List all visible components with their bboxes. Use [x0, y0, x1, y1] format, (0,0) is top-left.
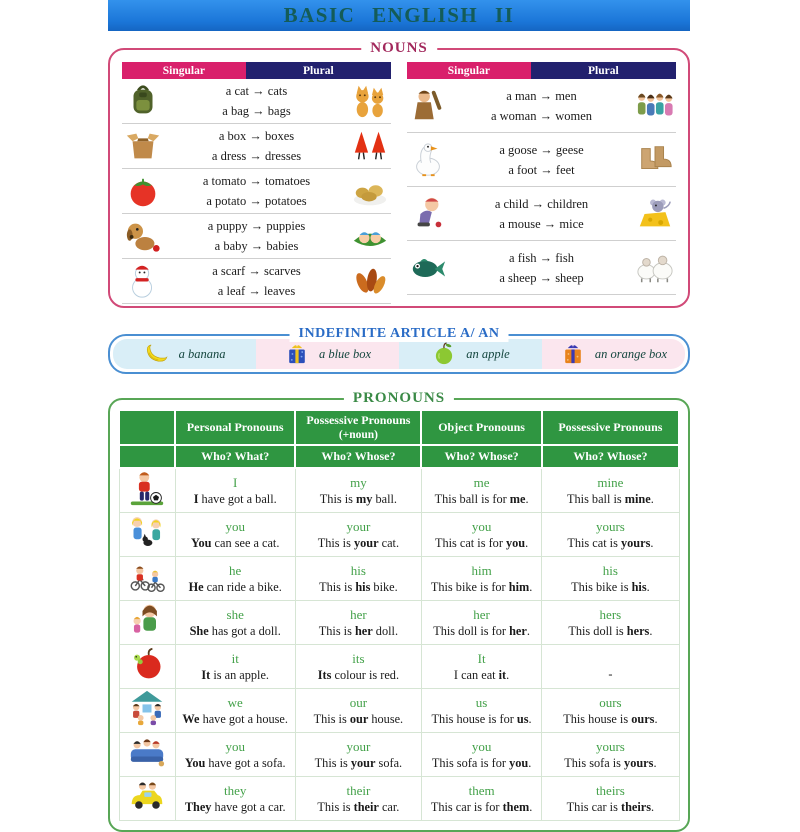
noun-pair: a leaf → leaves [217, 284, 296, 298]
pronoun-headword: she [226, 606, 244, 622]
family-sofa-icon [129, 734, 165, 770]
noun-pair: a scarf → scarves [212, 264, 301, 278]
noun-pairs [447, 194, 636, 234]
pronoun-sentence: I can eat it. [453, 667, 510, 682]
pronoun-headword: his [602, 562, 618, 578]
pronoun-row-icon-cell [119, 733, 175, 777]
plural-header: Plural [246, 62, 391, 79]
pronoun-sentence: This car is for them. [430, 799, 533, 814]
question-header: Who? What? [175, 445, 295, 468]
noun-pairs [162, 216, 351, 256]
noun-pair: a woman → women [490, 108, 593, 123]
pronoun-sentence: We have got a house. [182, 711, 288, 726]
child-icon [409, 195, 447, 233]
pronoun-headword: him [471, 562, 492, 578]
column-header [542, 410, 679, 445]
pronoun-sentence: This bike is his. [571, 579, 650, 594]
noun-row [122, 169, 391, 214]
leaves-icon [351, 262, 389, 300]
pronoun-sentence: Its colour is red. [317, 667, 400, 682]
noun-row [407, 241, 676, 295]
pronoun-cell [542, 645, 679, 689]
column-header-sub: (+noun) [338, 429, 378, 441]
pronouns-table-body [119, 468, 679, 821]
nouns-table-right [407, 62, 676, 304]
pronoun-sentence: This car is theirs. [566, 799, 655, 814]
pronoun-headword: they [224, 782, 247, 798]
noun-pairs [447, 140, 636, 180]
pronoun-row [119, 645, 679, 689]
column-header [175, 410, 295, 445]
pronoun-cell [295, 468, 421, 513]
article-label: a banana [178, 346, 226, 361]
plural-header: Plural [531, 62, 676, 79]
pronoun-row-icon-cell [119, 468, 175, 513]
article-label: an orange box [594, 346, 668, 361]
two-sheep-icon [636, 249, 674, 287]
pronoun-sentence: This ball is mine. [567, 491, 654, 506]
pronoun-cell [295, 645, 421, 689]
pronoun-sentence: This is your sofa. [314, 755, 403, 770]
noun-pair: a baby → babies [214, 239, 299, 253]
nouns-table-left-header [122, 62, 391, 79]
noun-row [407, 133, 676, 187]
pronoun-cell [542, 468, 679, 513]
pronoun-row-icon-cell [119, 777, 175, 821]
pronoun-sentence: This ball is for me. [434, 491, 529, 506]
pronoun-sentence: This sofa is for you. [431, 755, 532, 770]
pronoun-row [119, 557, 679, 601]
nouns-table-left [122, 62, 391, 304]
noun-pair: a mouse → mice [499, 216, 584, 231]
noun-pair: a cat → cats [225, 84, 288, 98]
pronoun-sentence: This house is ours. [563, 711, 658, 726]
pronoun-cell [175, 777, 295, 821]
nouns-heading: NOUNS [361, 40, 437, 57]
pronoun-cell [421, 601, 541, 645]
column-header [421, 410, 541, 445]
pronoun-headword [544, 651, 676, 666]
title-banner [108, 0, 690, 31]
noun-pairs [162, 171, 351, 211]
column-header-label: Object Pronouns [438, 420, 525, 435]
singular-header: Singular [407, 62, 531, 79]
pronouns-heading: PRONOUNS [344, 390, 454, 407]
noun-pair: a puppy → puppies [207, 219, 306, 233]
girls-cat-icon [129, 514, 165, 550]
pronoun-headword: us [475, 694, 488, 710]
icon-column-header [119, 410, 175, 445]
banana-icon [144, 341, 170, 367]
poster-page [108, 0, 690, 832]
column-header-label: Possessive Pronouns [558, 420, 663, 435]
pronoun-headword: you [225, 518, 245, 534]
noun-row [122, 124, 391, 169]
nouns-table-left-rows [122, 79, 391, 304]
pronoun-sentence: This doll is hers. [568, 623, 653, 638]
women-group-icon [636, 87, 674, 125]
pronoun-row [119, 468, 679, 513]
pronoun-cell [542, 733, 679, 777]
pronoun-row [119, 689, 679, 733]
boots-icon [636, 141, 674, 179]
fish-icon [409, 249, 447, 287]
article-item [113, 339, 256, 369]
pronoun-headword: them [468, 782, 495, 798]
box-icon [124, 127, 162, 165]
nouns-table-right-header [407, 62, 676, 79]
pronoun-row [119, 777, 679, 821]
pronoun-cell [175, 513, 295, 557]
girl-doll-icon [129, 602, 165, 638]
column-header [295, 410, 421, 445]
pronoun-headword: our [349, 694, 368, 710]
pronoun-sentence: This is our house. [313, 711, 404, 726]
pronouns-table [118, 409, 680, 821]
pronoun-cell [295, 513, 421, 557]
question-header: Who? Whose? [295, 445, 421, 468]
pronoun-sentence: This doll is for her. [433, 623, 530, 638]
pronoun-headword: he [229, 562, 242, 578]
pronoun-headword: her [473, 606, 490, 622]
noun-pair: a bag → bags [222, 104, 291, 118]
pronoun-sentence: This house is for us. [431, 711, 532, 726]
pronoun-cell [542, 601, 679, 645]
pronoun-headword: your [346, 738, 371, 754]
pronoun-row [119, 601, 679, 645]
pronoun-headword: it [231, 650, 239, 666]
pronoun-cell [175, 689, 295, 733]
pronoun-row-icon-cell [119, 513, 175, 557]
noun-row [122, 79, 391, 124]
icon-column-header [119, 445, 175, 468]
pronoun-cell [542, 777, 679, 821]
singular-header: Singular [122, 62, 246, 79]
pronoun-sentence: She has got a doll. [189, 623, 281, 638]
noun-row [122, 259, 391, 304]
pronoun-row [119, 513, 679, 557]
apple-worm-icon [129, 646, 165, 682]
pronoun-headword: you [225, 738, 245, 754]
noun-pair: a sheep → sheep [499, 270, 584, 285]
pronoun-sentence: It is an apple. [201, 667, 270, 682]
noun-pair: a dress → dresses [211, 149, 302, 163]
article-heading: INDEFINITE ARTICLE A/ AN [290, 326, 509, 342]
potatoes-icon [351, 172, 389, 210]
pronouns-section [108, 390, 690, 832]
pronoun-sentence: This is your cat. [317, 535, 400, 550]
nouns-tables [122, 62, 676, 304]
article-section [108, 326, 690, 374]
caveman-icon [409, 87, 447, 125]
pronoun-sentence: You can see a cat. [190, 535, 280, 550]
pronoun-headword: you [471, 738, 492, 754]
puppy-icon [124, 217, 162, 255]
article-label: a blue box [318, 346, 372, 361]
column-header-label: Personal Pronouns [186, 420, 284, 435]
boys-bikes-icon [129, 558, 165, 594]
pronoun-headword: hers [599, 606, 622, 622]
pronoun-sentence: I have got a ball. [193, 491, 277, 506]
pronoun-headword: you [471, 518, 492, 534]
pronoun-cell [175, 645, 295, 689]
babies-peapod-icon [351, 217, 389, 255]
backpack-icon [124, 82, 162, 120]
tomato-icon [124, 172, 162, 210]
pronoun-headword: my [350, 474, 367, 490]
noun-pair: a fish → fish [509, 250, 574, 265]
pronoun-headword: mine [597, 474, 624, 490]
noun-row [407, 79, 676, 133]
pronoun-headword: ours [599, 694, 622, 710]
snowman-scarf-icon [124, 262, 162, 300]
column-header-label: Possessive Pronouns [306, 413, 411, 427]
pronoun-cell [421, 557, 541, 601]
orange-gift-icon [560, 341, 586, 367]
pronoun-sentence: This is her doll. [318, 623, 399, 638]
pronoun-cell [175, 733, 295, 777]
pronoun-cell [542, 513, 679, 557]
page-title: BASIC ENGLISH II [283, 3, 515, 27]
pronoun-sentence: - [608, 667, 613, 682]
pronoun-sentence: This is my ball. [319, 491, 397, 506]
article-items [113, 339, 685, 369]
pronoun-cell [421, 513, 541, 557]
pronoun-cell [175, 468, 295, 513]
pronoun-headword: their [346, 782, 371, 798]
nouns-section [108, 40, 690, 308]
pronoun-sentence: You have got a sofa. [184, 755, 286, 770]
pronoun-sentence: This cat is for you. [434, 535, 529, 550]
pronoun-cell [295, 557, 421, 601]
pronoun-headword: his [350, 562, 366, 578]
pronoun-cell [175, 601, 295, 645]
article-item [256, 339, 399, 369]
noun-pairs [447, 248, 636, 288]
noun-pairs [447, 86, 636, 126]
family-car-icon [129, 778, 165, 814]
noun-pair: a box → boxes [218, 129, 295, 143]
pronoun-headword: its [352, 650, 365, 666]
two-cats-icon [351, 82, 389, 120]
pronoun-cell [421, 777, 541, 821]
pronoun-cell [421, 645, 541, 689]
pronoun-headword: your [346, 518, 371, 534]
pronoun-cell [295, 601, 421, 645]
article-item [399, 339, 542, 369]
pronoun-headword: I [233, 474, 238, 490]
pronoun-headword: It [477, 650, 486, 666]
noun-pair: a goose → geese [499, 142, 584, 157]
pronoun-row-icon-cell [119, 645, 175, 689]
noun-pair: a foot → feet [508, 162, 575, 177]
pronoun-cell [421, 468, 541, 513]
pronoun-cell [295, 689, 421, 733]
blue-gift-icon [284, 341, 310, 367]
article-label: an apple [466, 346, 510, 361]
goose-icon [409, 141, 447, 179]
pronoun-row [119, 733, 679, 777]
pronoun-headword: yours [595, 518, 625, 534]
pronoun-sentence: This cat is yours. [567, 535, 654, 550]
pronoun-headword: we [227, 694, 243, 710]
noun-pair: a child → children [494, 196, 589, 211]
article-item [542, 339, 685, 369]
pronoun-cell [542, 689, 679, 733]
pronoun-sentence: He can ride a bike. [188, 579, 282, 594]
two-dresses-icon [351, 127, 389, 165]
pronoun-cell [421, 733, 541, 777]
mouse-cheese-icon [636, 195, 674, 233]
noun-pair: a potato → potatoes [206, 194, 307, 208]
pronoun-sentence: They have got a car. [184, 799, 286, 814]
pronoun-headword: her [350, 606, 367, 622]
pronoun-sentence: This is their car. [317, 799, 400, 814]
question-header: Who? Whose? [421, 445, 541, 468]
pronoun-cell [175, 557, 295, 601]
pronoun-sentence: This sofa is yours. [564, 755, 657, 770]
pronoun-headword: yours [595, 738, 625, 754]
pronoun-row-icon-cell [119, 601, 175, 645]
noun-pairs [162, 81, 351, 121]
pronoun-sentence: This is his bike. [319, 579, 398, 594]
noun-pairs [162, 126, 351, 166]
noun-pairs [162, 261, 351, 301]
noun-row [122, 214, 391, 259]
noun-row [407, 187, 676, 241]
pronoun-cell [295, 777, 421, 821]
pronoun-sentence: This bike is for him. [430, 579, 533, 594]
boy-ball-icon [129, 470, 165, 506]
pronoun-cell [421, 689, 541, 733]
pronoun-headword: me [473, 474, 490, 490]
pronoun-row-icon-cell [119, 557, 175, 601]
pronoun-cell [542, 557, 679, 601]
pronoun-cell [295, 733, 421, 777]
question-header: Who? Whose? [542, 445, 679, 468]
green-apple-icon [431, 341, 457, 367]
noun-pair: a tomato → tomatoes [202, 174, 311, 188]
noun-pair: a man → men [506, 88, 577, 103]
pronoun-row-icon-cell [119, 689, 175, 733]
pronouns-table-head [119, 410, 679, 468]
pronoun-headword: theirs [595, 782, 625, 798]
nouns-table-right-rows [407, 79, 676, 295]
family-house-icon [129, 690, 165, 726]
